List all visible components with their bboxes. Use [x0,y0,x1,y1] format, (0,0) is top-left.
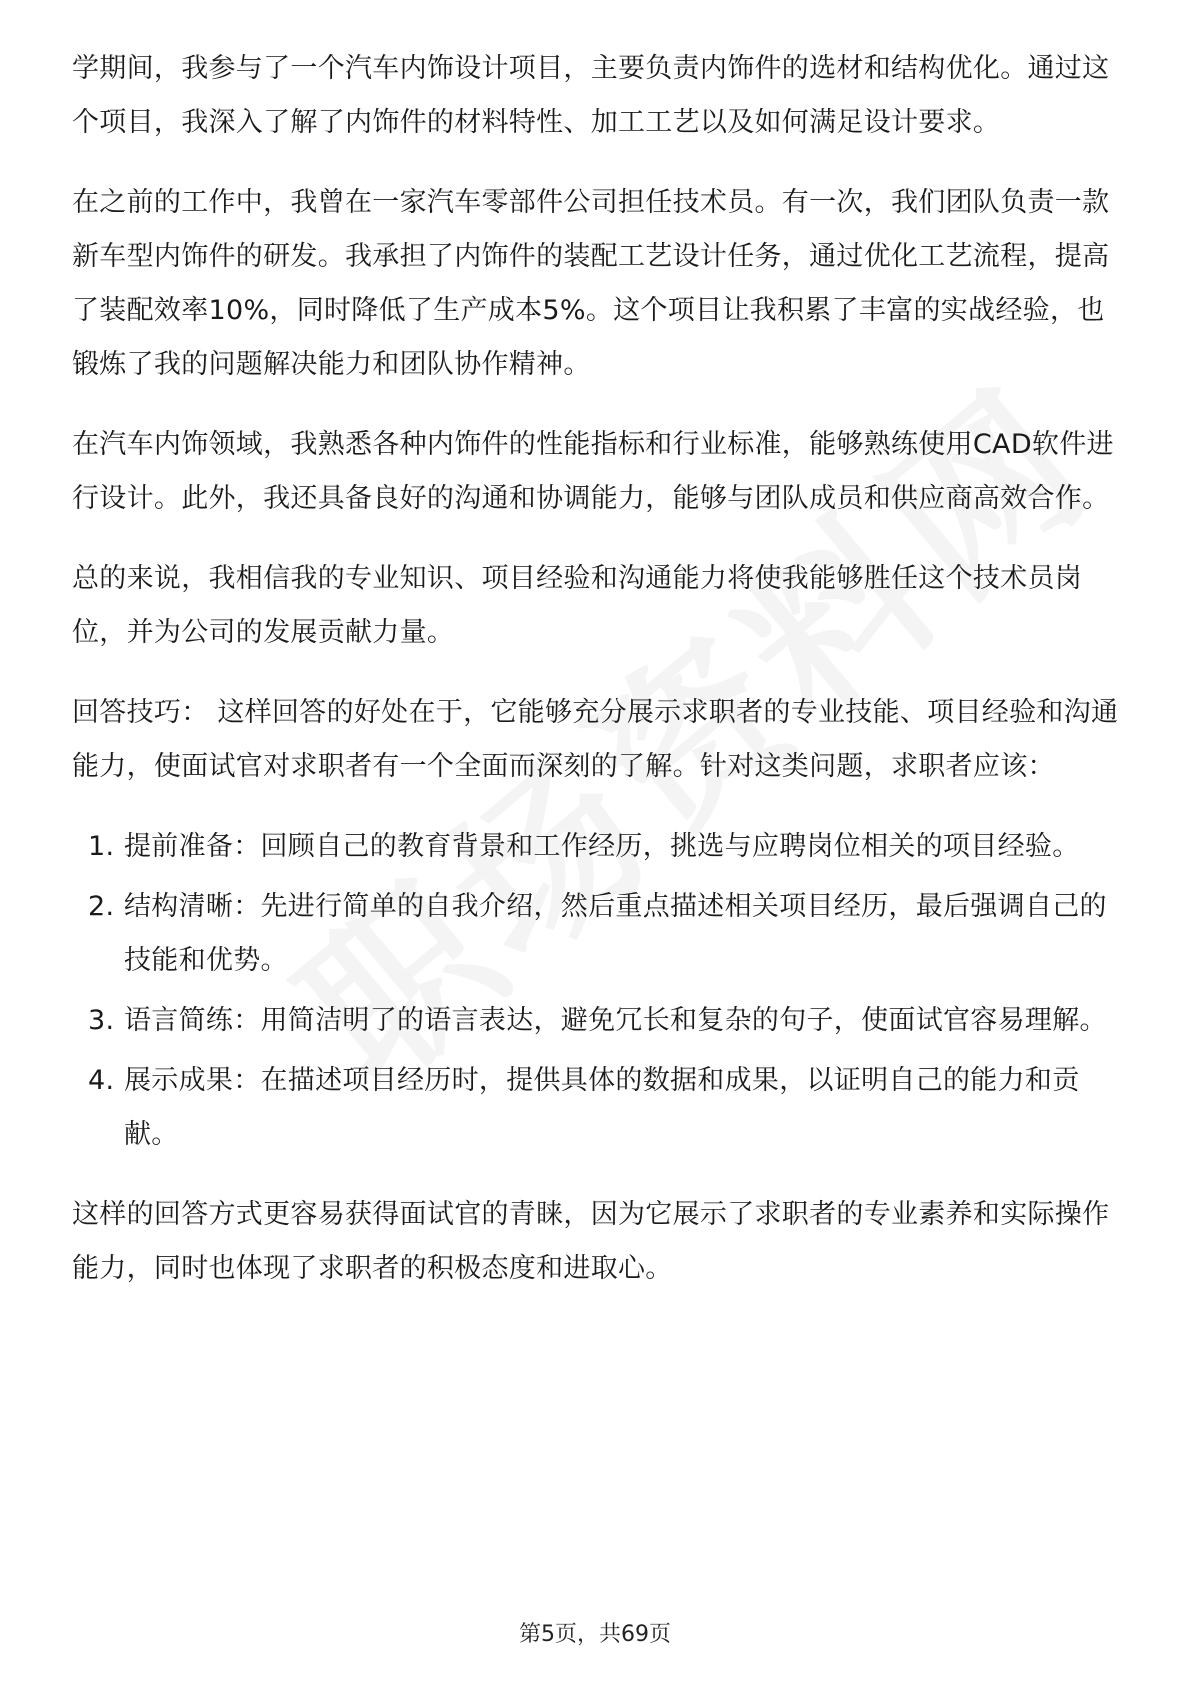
paragraph-closing: 这样的回答方式更容易获得面试官的青睐，因为它展示了求职者的专业素养和实际操作能力，同时也体现了求职者的积极态度和进取心。 [72,1199,1110,1284]
list-item-number: 3. [88,1005,115,1036]
list-item [72,880,1120,988]
list-item-number: 2. [88,891,115,922]
page-number: 第5页，共69页 [519,1622,671,1647]
tips-list [72,820,1120,1162]
list-item-text: 语言简练：用简洁明了的语言表达，避免冗长和复杂的句子，使面试官容易理解。 [124,1005,1107,1036]
page-content [72,42,1120,1322]
list-item-text: 展示成果：在描述项目经历时，提供具体的数据和成果，以证明自己的能力和贡献。 [124,1065,1080,1150]
paragraph-work-experience: 在之前的工作中，我曾在一家汽车零部件公司担任技术员。有一次，我们团队负责一款新车型内饰件的研发。我承担了内饰件的装配工艺设计任务，通过优化工艺流程，提高了装配效率10%，同时降低了生产成本5%。这个项目让我积累了丰富的实战经验，也锻炼了我的问题解决能力和团队协作精神。 [72,187,1110,380]
list-item-text: 结构清晰：先进行简单的自我介绍，然后重点描述相关项目经历，最后强调自己的技能和优势。 [124,891,1107,976]
list-item [72,1054,1120,1162]
list-item-number: 1. [88,831,115,862]
paragraph-skills: 在汽车内饰领域，我熟悉各种内饰件的性能指标和行业标准，能够熟练使用CAD软件进行设计。此外，我还具备良好的沟通和协调能力，能够与团队成员和供应商高效合作。 [72,429,1114,514]
paragraph-summary: 总的来说，我相信我的专业知识、项目经验和沟通能力将使我能够胜任这个技术员岗位，并为公司的发展贡献力量。 [72,563,1083,648]
list-item [72,994,1120,1048]
list-item-text: 提前准备：回顾自己的教育背景和工作经历，挑选与应聘岗位相关的项目经验。 [124,831,1080,862]
list-item-number: 4. [88,1065,115,1096]
paragraph-project-experience: 学期间，我参与了一个汽车内饰设计项目，主要负责内饰件的选材和结构优化。通过这个项目，我深入了解了内饰件的材料特性、加工工艺以及如何满足设计要求。 [72,53,1110,138]
paragraph-answer-tips: 回答技巧： 这样回答的好处在于，它能够充分展示求职者的专业技能、项目经验和沟通能力，使面试官对求职者有一个全面而深刻的了解。针对这类问题，求职者应该： [72,697,1119,782]
list-item [72,820,1120,874]
